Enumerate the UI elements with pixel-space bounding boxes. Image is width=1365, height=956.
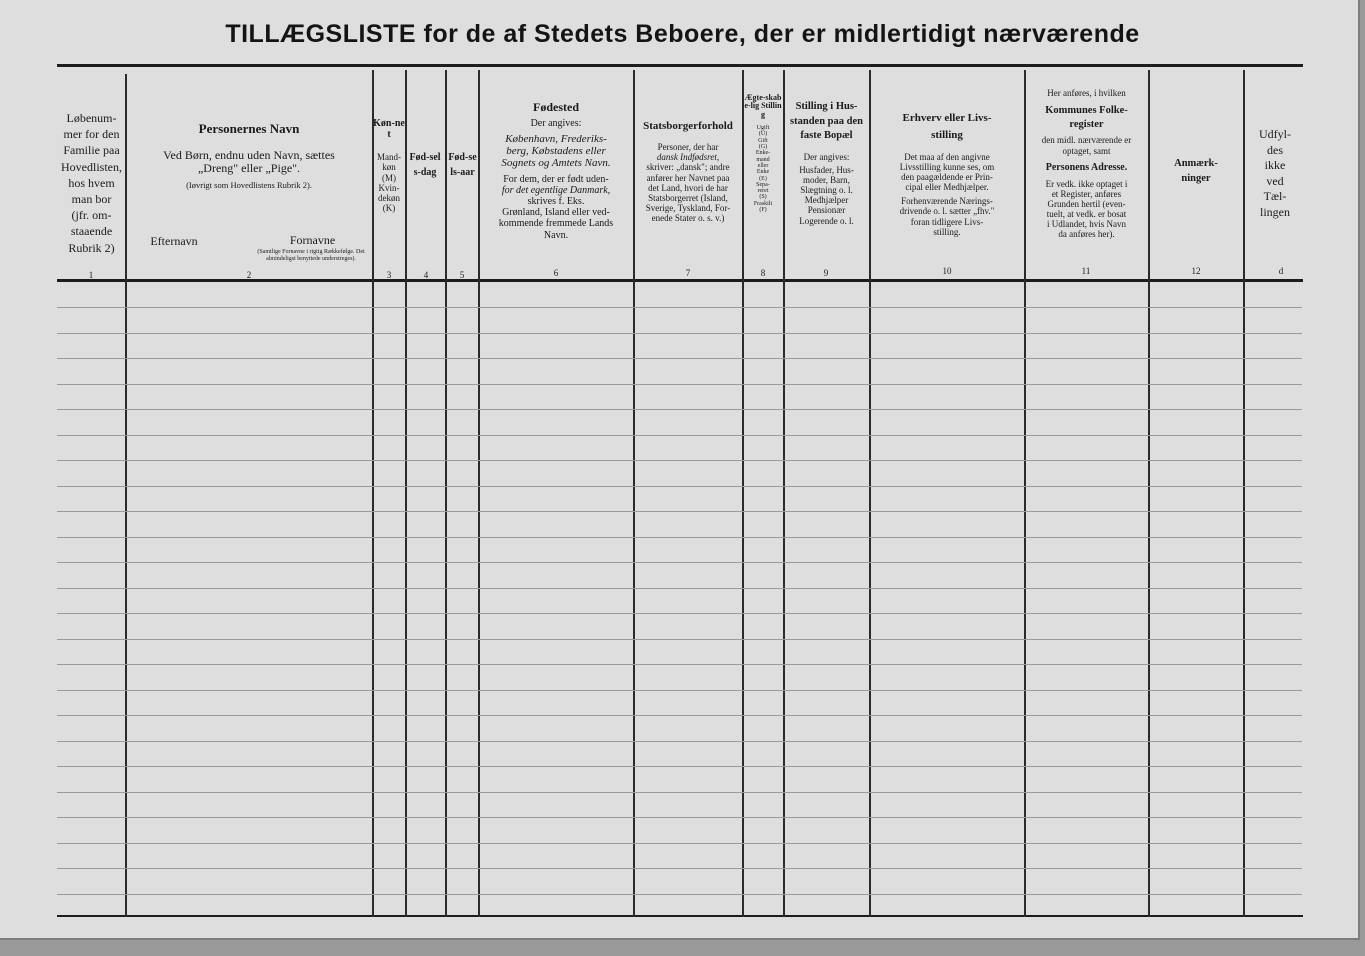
ruled-row-line (57, 384, 1302, 385)
col1-line: Rubrik 2) (68, 240, 115, 255)
col7-line: skriver: „dansk"; andre (646, 162, 730, 173)
column-6-header (480, 101, 632, 241)
col6-line: For dem, der er født uden- (503, 173, 609, 185)
ruled-row-line (57, 486, 1302, 487)
ruled-row-line (57, 562, 1302, 563)
cold-line: lingen (1260, 204, 1290, 219)
col3-heading: Køn-net (373, 118, 405, 141)
col6-line: skrives f. Eks. (527, 195, 585, 207)
ruled-row-line (57, 690, 1302, 691)
col6-line: Grønland, Island eller ved- (502, 207, 610, 219)
column-1-header (58, 110, 125, 256)
cold-line: Udfyl- (1259, 127, 1291, 141)
col6-line: for det egentlige Danmark, (501, 184, 611, 196)
col11-line: et Register, anføres (1051, 188, 1122, 199)
col11-line: da anføres her). (1058, 229, 1115, 240)
col3-line: køn (382, 162, 396, 173)
column-4-header (409, 150, 441, 180)
ruled-row-line (57, 868, 1302, 869)
top-rule (57, 64, 1303, 67)
ruled-row-line (57, 817, 1302, 818)
col10-line: Det maa af den angivne (904, 152, 990, 163)
column-9-header (785, 100, 868, 226)
col9-line: Husfader, Hus- (799, 165, 854, 176)
col10-line: drivende o. l. sætter „fhv." (899, 206, 995, 217)
col2-line: Ved Børn, endnu uden Navn, sættes (163, 147, 335, 162)
col3-line: (K) (382, 202, 396, 213)
col8-line: eller (757, 162, 769, 169)
col6-heading: Fødested (533, 100, 579, 114)
col7-line: dansk Indfødsret, (656, 152, 720, 163)
col1-line: man bor (71, 191, 112, 206)
col10-line: foran tidligere Livs- (910, 216, 984, 227)
col8-line: (S) (759, 194, 767, 201)
col10-line: den paagældende er Prin- (901, 172, 993, 183)
col7-heading: Statsborgerforhold (643, 120, 733, 132)
ruled-row-line (57, 358, 1302, 359)
col7-line: Statsborgerret (Island, (648, 192, 728, 203)
ruled-row-line (57, 894, 1302, 895)
ruled-row-line (57, 537, 1302, 538)
col3-line: Kvin- (378, 182, 400, 193)
column-number: 8 (760, 268, 766, 278)
col10-line: stilling. (933, 226, 961, 237)
col11-heading2: Personens Adresse. (1045, 161, 1128, 173)
col9-line: moder, Barn, (803, 175, 850, 186)
col8-heading: Ægte-skabe-lig Stilling (744, 93, 782, 119)
column-number: 7 (685, 268, 691, 278)
col10-line: cipal eller Medhjælper. (905, 182, 989, 193)
col2-surname-label: Efternavn (150, 234, 198, 248)
column-divider (405, 70, 407, 917)
column-2-header (127, 122, 371, 191)
col3-line: (M) (382, 172, 396, 183)
column-number: 3 (386, 270, 392, 280)
col10-line: Livsstilling kunne ses, om (899, 162, 995, 173)
form-title: TILLÆGSLISTE for de af Stedets Beboere, der er midlertidigt nærværende (225, 20, 1140, 48)
col10-heading: Erhverv eller Livs-stilling (902, 112, 992, 142)
ruled-row-line (57, 409, 1302, 410)
col8-line: Enke (756, 169, 770, 176)
col1-line: (jfr. om- (71, 208, 112, 223)
col9-line: Pensionær (807, 205, 846, 216)
col7-line: det Land, hvori de har (648, 182, 728, 193)
column-divider (1148, 70, 1150, 917)
column-number: 2 (246, 270, 252, 280)
col8-line: Gift (758, 137, 768, 144)
col6-line: København, Frederiks- (505, 132, 607, 145)
ruled-row-line (57, 639, 1302, 640)
col7-line: Sverige, Tyskland, For- (645, 202, 731, 213)
ruled-row-line (57, 460, 1302, 461)
column-12-header (1165, 157, 1227, 186)
col3-line: Mand- (377, 152, 401, 163)
col9-line: Der angives: (803, 152, 850, 163)
col7-line: enede Stater o. s. v.) (651, 212, 725, 223)
column-8-header (743, 94, 783, 213)
col7-line: Personer, der har (657, 142, 719, 153)
ruled-row-line (57, 715, 1302, 716)
col9-heading: Stilling i Hus-standen paa den faste Bopæl (790, 101, 863, 142)
ruled-row-line (57, 333, 1302, 334)
cold-line: des (1267, 142, 1283, 157)
col8-line: (E) (759, 175, 767, 182)
col8-line: mand (756, 156, 770, 163)
cold-line: Tæl- (1263, 189, 1287, 204)
column-number: 12 (1191, 266, 1201, 276)
ruled-row-line (57, 741, 1302, 742)
col8-line: Fraskilt (753, 200, 773, 207)
col11-heading: Kommunes Folke-register (1045, 105, 1128, 131)
col12-heading: Anmærk-ninger (1174, 158, 1218, 184)
col6-line: kommende fremmede Lands (498, 218, 614, 230)
cold-line: ikke (1264, 158, 1286, 173)
col9-line: Slægtning o. l. (800, 185, 853, 196)
ruled-row-line (57, 435, 1302, 436)
col2-heading: Personernes Navn (198, 121, 300, 136)
col8-line: Sepa- (756, 181, 770, 188)
cold-line: ved (1266, 173, 1284, 188)
col1-line: Familie paa (63, 143, 120, 158)
col11-mid: den midl. nærværende er optaget, samt (1041, 135, 1132, 156)
col6-line: Sognets og Amtets Navn. (501, 157, 611, 170)
col9-line: Logerende o. l. (799, 215, 854, 226)
ruled-row-line (57, 792, 1302, 793)
col9-line: Medhjælper (804, 195, 849, 206)
col11-line: i Udlandet, hvis Navn (1047, 219, 1126, 230)
column-d-header (1245, 127, 1305, 221)
col1-line: Hovedlisten, (61, 159, 122, 174)
col11-line: Grunden hertil (even- (1047, 198, 1126, 209)
col11-pre: Her anføres, i hvilken (1047, 88, 1126, 98)
column-number: 11 (1081, 266, 1091, 276)
col10-line: Forhenværende Nærings- (901, 196, 993, 207)
ruled-row-line (57, 664, 1302, 665)
ruled-row-line (57, 843, 1302, 844)
column-number: 9 (823, 268, 829, 278)
col8-line: Enke- (755, 150, 771, 157)
column-divider (445, 70, 447, 917)
column-5-header (448, 150, 477, 180)
col6-line: berg, Købstadens eller (506, 144, 606, 157)
col8-line: (F) (759, 207, 767, 214)
ruled-row-line (57, 511, 1302, 512)
column-11-header (1026, 88, 1147, 239)
column-7-header (634, 120, 742, 223)
ruled-row-line (57, 766, 1302, 767)
col6-line: Der angives: (530, 118, 582, 130)
column-divider (125, 74, 127, 917)
col8-line: reret (757, 188, 769, 195)
col7-line: anfører her Navnet paa (646, 172, 730, 183)
col2-note: (Iøvrigt som Hovedlistens Rubrik 2). (186, 180, 312, 191)
col8-line: (G) (758, 144, 768, 151)
ruled-row-line (57, 613, 1302, 614)
column-10-header (871, 110, 1023, 237)
bottom-rule (57, 915, 1303, 917)
column-number: 10 (942, 266, 952, 276)
col11-line: Er vedk. ikke optaget i (1045, 178, 1128, 189)
ruled-row-line (57, 588, 1302, 589)
col2-firstname-note: (Samtlige Fornavne i rigtig Rækkefølge. Det almindeligst benyttede understreges). (257, 249, 365, 262)
col11-line: tuelt, at vedk. er bosat (1046, 209, 1127, 219)
col6-line: Navn. (543, 229, 569, 241)
col5-heading: Fød-sels-aar (448, 152, 477, 178)
column-number: 6 (553, 268, 559, 278)
col2-firstname-label: Fornavne (289, 233, 336, 247)
col8-line: Ugift (756, 125, 770, 132)
column-number: 4 (423, 270, 429, 280)
col1-line: staaende (70, 224, 113, 239)
col1-line: hos hvem (68, 175, 115, 190)
col2-line: „Dreng" eller „Pige". (197, 160, 301, 175)
column-number: d (1278, 266, 1284, 276)
col8-line: (U) (758, 131, 768, 138)
column-number: 1 (88, 270, 94, 280)
column-number: 5 (459, 270, 465, 280)
col4-heading: Fød-sels-dag (409, 152, 441, 178)
column-3-header (373, 118, 405, 213)
col1-line: Løbenum- (66, 111, 117, 125)
col1-line: mer for den (63, 127, 120, 142)
col3-line: dekøn (378, 192, 400, 203)
ruled-row-line (57, 307, 1302, 308)
